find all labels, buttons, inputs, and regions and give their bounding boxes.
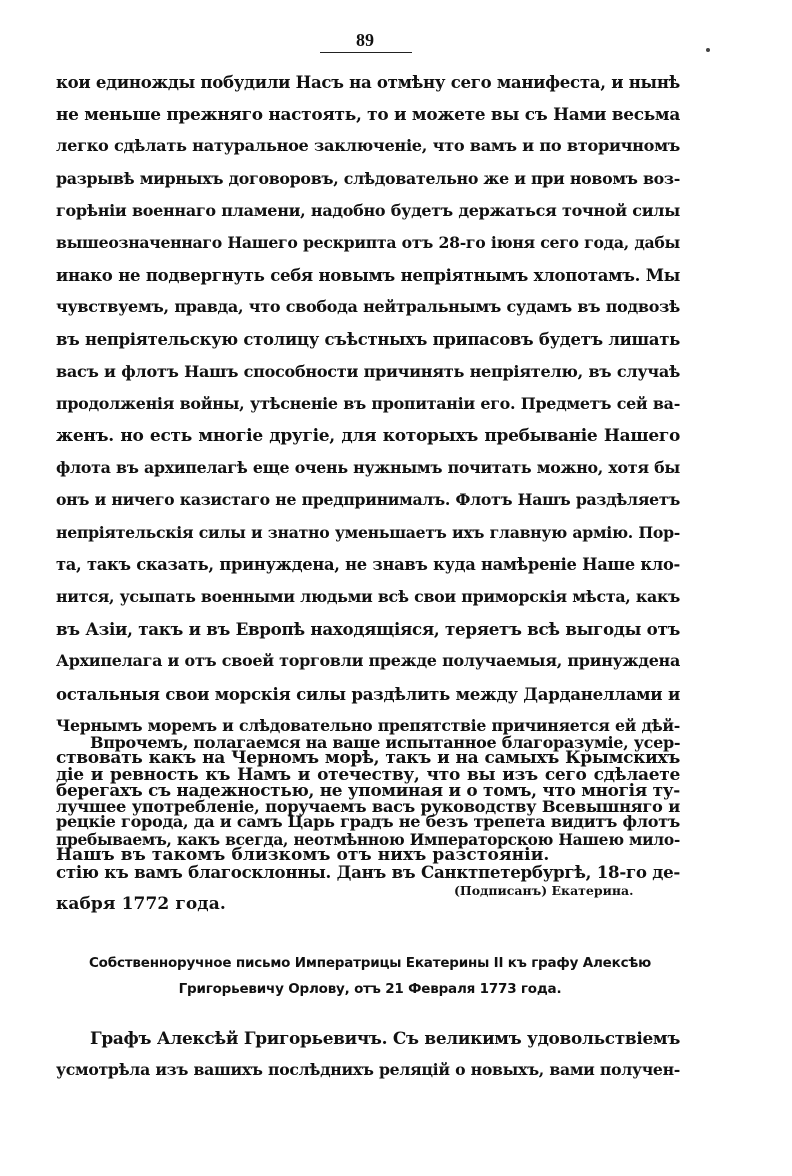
margin-speck <box>706 48 710 52</box>
text-line: кои единожды побудили Насъ на отмѣну сего манифеста, и нынѣ <box>56 72 680 92</box>
text-line: кабря 1772 года. <box>56 893 226 914</box>
text-line: Чернымъ моремъ и слѣдовательно препятствіе причиняется ей дѣй- <box>56 715 680 735</box>
text-line: флота въ архипелагѣ еще очень нужнымъ почитать можно, хотя бы <box>56 458 680 478</box>
heading-line: Григорьевичу Орлову, отъ 21 Февраля 1773 года. <box>178 981 562 997</box>
text-line: остальныя свои морскія силы раздѣлить между Дарданеллами и <box>56 683 680 704</box>
paragraph-3 <box>56 1022 680 1086</box>
text-line: въ непріятельскую столицу съѣстныхъ припасовъ будетъ лишать <box>56 329 680 349</box>
text-line: Графъ Алексѣй Григорьевичъ. Съ великимъ удовольствіемъ <box>90 1028 680 1048</box>
page-number: 89 <box>356 30 374 50</box>
text-line: стію къ вамъ благосклонны. Данъ въ Санктпетербургѣ, 18-го де- <box>56 861 680 882</box>
text-line: діе и ревность къ Намъ и отечеству, что вы изъ сего сдѣлаете <box>56 765 680 786</box>
text-line: усмотрѣла изъ вашихъ послѣднихъ реляцій о новыхъ, вами получен- <box>56 1060 680 1080</box>
text-line: пребываемъ, какъ всегда, неотмѣнною Императорскою Нашею мило- <box>56 830 680 849</box>
text-line: женъ. но есть многіе другіе, для которыхъ пребываніе Нашего <box>56 426 680 447</box>
header-rule <box>320 52 412 53</box>
text-line: горѣніи военнаго пламени, надобно будетъ держаться точной силы <box>56 200 680 220</box>
text-line: продолженія войны, утѣсненіе въ пропитаніи его. Предметъ сей ва- <box>56 393 680 413</box>
text-line: онъ и ничего казистаго не предпринималъ. Флотъ Нашъ раздѣляетъ <box>56 490 680 510</box>
text-line: та, такъ сказать, принуждена, не знавъ куда намѣреніе Наше кло- <box>56 554 680 574</box>
text-line: Нашъ въ такомъ близкомъ отъ нихъ разстояніи. <box>56 844 550 865</box>
text-line: чувствуемъ, правда, что свобода нейтральнымъ судамъ въ подвозѣ <box>56 297 680 317</box>
text-line: Впрочемъ, полагаемся на ваше испытанное благоразуміе, усер- <box>90 733 681 752</box>
text-line: нится, усыпать военными людьми всѣ свои приморскія мѣста, какъ <box>56 587 680 606</box>
text-line: разрывѣ мирныхъ договоровъ, слѣдовательно же и при новомъ воз- <box>56 168 680 188</box>
text-line: берегахъ съ надежностью, не упоминая и о томъ, что многія ту- <box>56 780 680 801</box>
signature: (Подписанъ) Екатерина. <box>454 883 634 898</box>
text-line: легко сдѣлать натуральное заключеніе, что вамъ и по вторичномъ <box>56 136 680 156</box>
text-line: не меньше прежняго настоять, то и можете вы съ Нами весьма <box>56 104 680 125</box>
heading-line: Собственноручное письмо Императрицы Екатерины II къ графу Алексѣю <box>88 955 652 971</box>
text-line: вышеозначеннаго Нашего рескрипта отъ 28-го іюня сего года, дабы <box>56 232 680 252</box>
text-line: Архипелага и отъ своей торговли прежде получаемыя, принуждена <box>56 651 680 671</box>
text-line: инако не подвергнуть себя новымъ непріятнымъ хлопотамъ. Мы <box>56 265 680 286</box>
text-line: васъ и флотъ Нашъ способности причинять непріятелю, въ случаѣ <box>56 361 680 381</box>
letter-heading <box>60 950 680 1002</box>
text-line: ствовать какъ на Черномъ морѣ, такъ и на самыхъ Крымскихъ <box>56 747 680 768</box>
text-line: лучшее употребленіе, поручаемъ васъ руководству Всевышняго и <box>56 797 680 817</box>
text-line: рецкіе города, да и самъ Царь градъ не безъ трепета видитъ флотъ <box>56 812 680 832</box>
text-line: въ Азіи, такъ и въ Европѣ находящіяся, теряетъ всѣ выгоды отъ <box>56 619 680 640</box>
text-line: непріятельскія силы и знатно уменьшаетъ ихъ главную армію. Пор- <box>56 522 680 542</box>
